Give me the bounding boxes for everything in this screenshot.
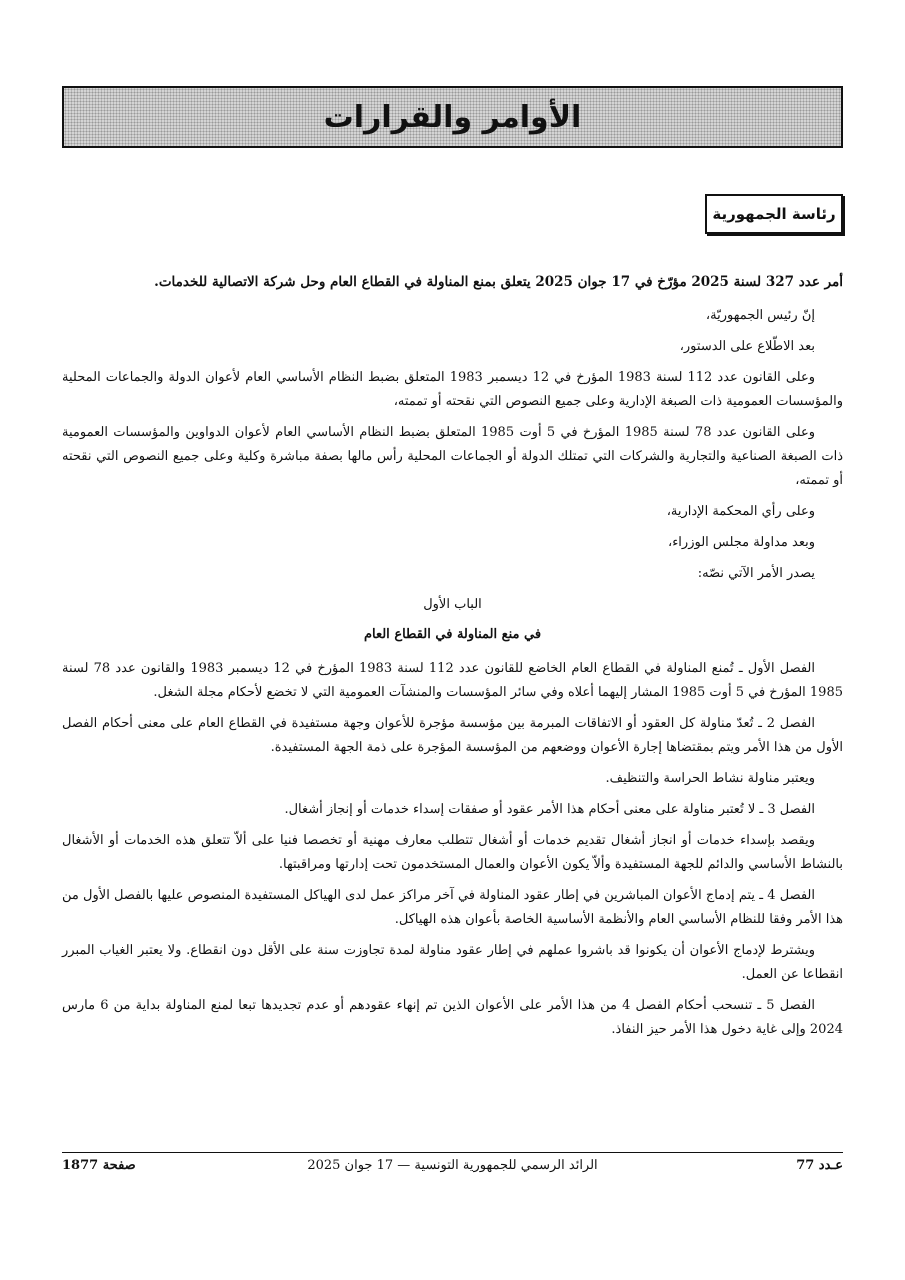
article-paragraph: ويعتبر مناولة نشاط الحراسة والتنظيف. (605, 771, 815, 786)
preamble-line: يصدر الأمر الآتي نصّه: (697, 566, 815, 581)
article-paragraph: ويقصد بإسداء خدمات أو انجاز أشغال تقديم خدمات أو أشغال تتطلب معارف مهنية أو تخصصا فنيا على ألاّ تتعلق هذه الخدمات أو الأشغال بالنشاط الأساسي والدائم للجهة المستفيدة وألاّ يكون الأعوان والعمال المستخدمون تحت إدارتها ومراقبتها. (62, 833, 843, 872)
chapter-label: الباب الأول (423, 597, 482, 612)
preamble-line: وعلى القانون عدد 78 لسنة 1985 المؤرخ في 5 أوت 1985 المتعلق بضبط النظام الأساسي العام لأعوان الدواوين والمؤسسات العمومية ذات الصبغة الصناعية والتجارية والشركات التي تمتلك الدولة أو الجماعات المحلية رأس مالها بصفة مباشرة وكلية وعلى جميع النصوص التي نقحته أو تممته، (62, 425, 843, 488)
preamble-line: وعلى القانون عدد 112 لسنة 1983 المؤرخ في 12 ديسمبر 1983 المتعلق بضبط النظام الأساسي العام لأعوان الدولة والجماعات المحلية والمؤسسات العمومية ذات الصبغة الإدارية وعلى جميع النصوص التي نقحته أو تممته، (62, 370, 843, 409)
publication-name: الرائد الرسمي للجمهورية التونسية — 17 جوان 2025 (307, 1158, 598, 1173)
decree-title: أمر عدد 327 لسنة 2025 مؤرّخ في 17 جوان 2025 يتعلق بمنع المناولة في القطاع العام وحل شركة الاتصالية للخدمات. (154, 274, 843, 290)
preamble-line: وبعد مداولة مجلس الوزراء، (668, 535, 815, 550)
chapter-title: في منع المناولة في القطاع العام (363, 627, 542, 642)
page-number: صفحة 1877 (62, 1158, 136, 1173)
preamble-line: إنّ رئيس الجمهوريّة، (705, 308, 815, 323)
section-label: رئاسة الجمهورية (712, 205, 836, 223)
article-paragraph: الفصل 2 ـ تُعدّ مناولة كل العقود أو الاتفاقات المبرمة بين مؤسسة مؤجرة للأعوان وجهة مستفيدة في القطاع العام على معنى أحكام الفصل الأول من هذا الأمر ويتم بمقتضاها إجارة الأعوان ووضعهم من المؤسسة المؤجرة على ذمة الجهة المستفيدة. (62, 716, 843, 755)
preamble-line: وعلى رأي المحكمة الإدارية، (666, 504, 815, 519)
page-title: الأوامر والقرارات (323, 99, 582, 135)
decree-body (62, 270, 843, 1049)
section-box (705, 194, 843, 234)
article-paragraph: الفصل 5 ـ تنسحب أحكام الفصل 4 من هذا الأمر على الأعوان الذين تم إنهاء عقودهم أو عدم تجديدها تبعا لمنع المناولة بداية من 6 مارس 2024 وإلى غاية دخول هذا الأمر حيز النفاذ. (62, 998, 843, 1037)
issue-number: عـدد 77 (796, 1158, 843, 1173)
preamble-line: بعد الاطّلاع على الدستور، (679, 339, 815, 354)
footer-divider (62, 1152, 843, 1153)
header-banner (62, 86, 843, 148)
page-footer (62, 1158, 843, 1180)
article-paragraph: ويشترط لإدماج الأعوان أن يكونوا قد باشروا عملهم في إطار عقود مناولة لمدة تجاوزت سنة على الأقل دون انقطاع. ولا يعتبر الغياب المبرر انقطاعا عن العمل. (62, 943, 843, 982)
article-paragraph: الفصل 4 ـ يتم إدماج الأعوان المباشرين في إطار عقود المناولة في آخر مراكز عمل لدى الهياكل المستفيدة المنصوص عليها بالفصل الأول من هذا الأمر وفقا للنظام الأساسي العام والأنظمة الأساسية الخاصة بأعوان هذه الهياكل. (62, 888, 843, 927)
article-paragraph: الفصل 3 ـ لا تُعتبر مناولة على معنى أحكام هذا الأمر عقود أو صفقات إسداء خدمات أو إنجاز أشغال. (284, 802, 815, 817)
article-paragraph: الفصل الأول ـ تُمنع المناولة في القطاع العام الخاضع للقانون عدد 112 لسنة 1983 المؤرخ في 12 ديسمبر 1983 والقانون عدد 78 لسنة 1985 المؤرخ في 5 أوت 1985 المشار إليهما أعلاه وفي سائر المؤسسات والمنشآت العمومية التي لا تخضع لأحكام مجلة الشغل. (62, 661, 843, 700)
